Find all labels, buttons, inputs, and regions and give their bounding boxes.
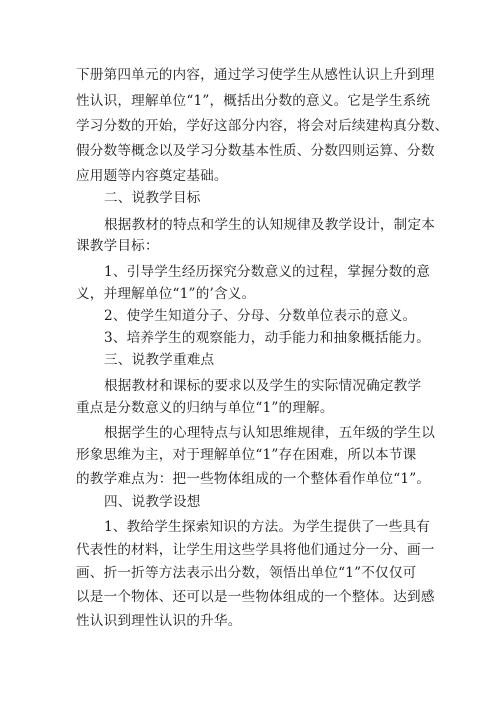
text-line: 应用题等内容奠定基础。	[76, 168, 228, 184]
text-line: 1、引导学生经历探究分数意义的过程，掌握分数的意	[104, 264, 431, 280]
text-line: 画、折一折等方法表示出分数，领悟出单位“1”不仅仅可	[76, 565, 417, 581]
section-heading-design: 四、说教学设想	[104, 494, 201, 510]
text-line: 根据学生的心理特点与认知思维规律，五年级的学生以	[104, 425, 436, 441]
text-line: 性认识到理性认识的升华。	[76, 613, 242, 629]
text-line: 学习分数的开始，学好这部分内容，将会对后续建构真分数、	[76, 118, 449, 134]
section-heading-objectives: 二、说教学目标	[104, 190, 201, 206]
text-line: 下册第四单元的内容，通过学习使学生从感性认识上升到理	[76, 67, 435, 83]
text-line: 2、使学生知道分子、分母、分数单位表示的意义。	[104, 308, 417, 324]
text-line: 的教学难点为：把一些物体组成的一个整体看作单位“1”。	[76, 471, 431, 487]
text-line: 根据教材的特点和学生的认知规律及教学设计，制定本	[104, 217, 436, 233]
text-line: 形象思维为主，对于理解单位“1”存在困难，所以本节课	[76, 447, 417, 463]
text-line: 以是一个物体、还可以是一些物体组成的一个整体。达到感	[76, 589, 435, 605]
text-line: 课教学目标：	[76, 238, 159, 254]
section-heading-key-points: 三、说教学重难点	[104, 352, 215, 368]
text-line: 性认识，理解单位“1”，概括出分数的意义。它是学生系统	[76, 93, 431, 109]
text-line: 假分数等概念以及学习分数基本性质、分数四则运算、分数	[76, 143, 435, 159]
text-line: 3、培养学生的观察能力，动手能力和抽象概括能力。	[104, 330, 431, 346]
text-line: 根据教材和课标的要求以及学生的实际情况确定教学	[104, 378, 422, 394]
text-line: 代表性的材料，让学生用这些学具将他们通过分一分、画一	[76, 542, 435, 558]
text-line: 义，并理解单位“1”的’含义。	[76, 286, 256, 302]
text-line: 1、教给学生探索知识的方法。为学生提供了一些具有	[104, 519, 431, 535]
text-line: 重点是分数意义的归纳与单位“1”的理解。	[76, 400, 334, 416]
